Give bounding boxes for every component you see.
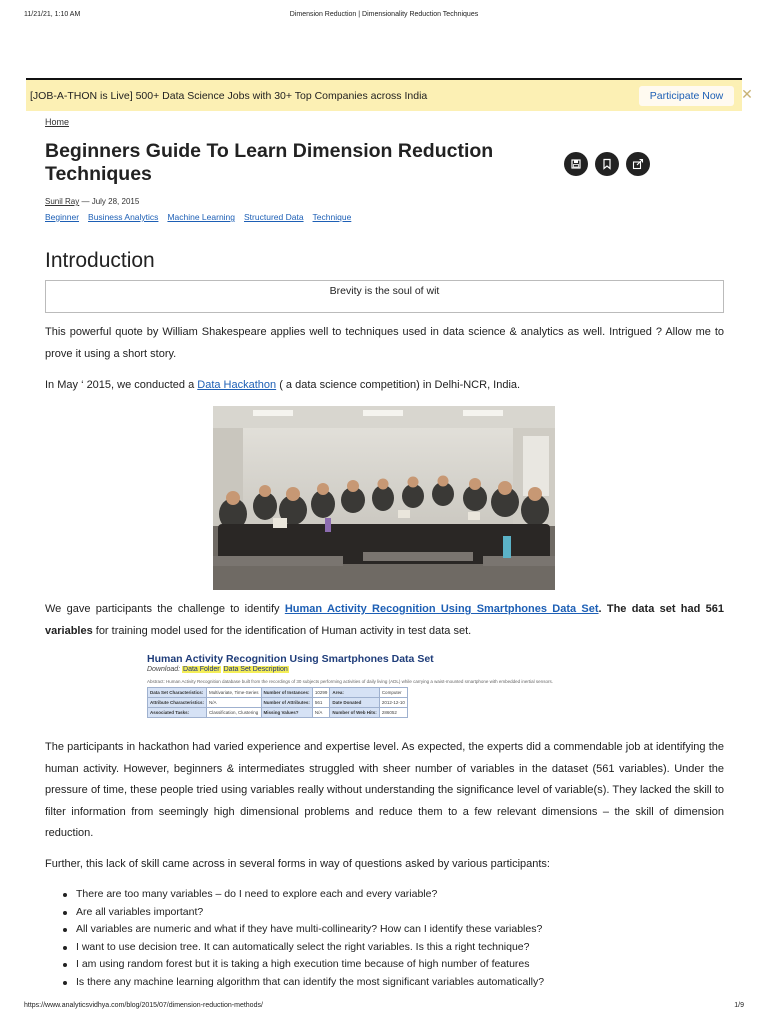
hackathon-photo [213,406,555,590]
tag-list [45,212,351,222]
publish-date: July 28, 2015 [91,197,140,206]
close-icon[interactable]: ✕ [741,86,753,102]
author-link[interactable]: Sunil Ray [45,197,80,206]
tag-structured-data[interactable]: Structured Data [244,212,304,222]
list-item: Are all variables important? [60,904,720,922]
table-cell: Multivariate, Time-Series [207,688,262,698]
article-meta [45,197,139,206]
tag-business-analytics[interactable]: Business Analytics [88,212,159,222]
participate-now-button[interactable]: Participate Now [639,86,734,106]
table-cell: Attribute Characteristics: [148,698,207,708]
paragraph-3 [45,599,724,642]
tag-beginner[interactable]: Beginner [45,212,80,222]
download-label: Download: [147,666,181,673]
list-item: There are too many variables – do I need to explore each and every variable? [60,886,720,904]
list-item: All variables are numeric and what if they have multi-collinearity? How can I identify these variables? [60,921,720,939]
table-cell: Data Set Characteristics: [148,688,207,698]
tag-technique[interactable]: Technique [312,212,352,222]
table-row [148,688,408,698]
dataset-abstract: Abstract: Human Activity Recognition database built from the recordings of 30 subjects performing activities of daily living (ADL) while carrying a waist-mounted smartphone with embedded inertial sensors. [147,679,553,684]
promo-banner [26,78,753,111]
table-cell: Associated Tasks: [148,708,207,718]
table-cell: 2012-12-10 [379,698,407,708]
bookmark-icon[interactable] [595,152,619,176]
table-row [148,708,408,718]
variables-count: 561 variables [45,603,724,637]
table-cell: Number of Instances: [261,688,312,698]
paragraph-1: This powerful quote by William Shakespeare applies well to techniques used in data science & analytics as well. Intrigued ? Allow me to prove it using a short story. [45,326,724,360]
table-cell: N/A [312,708,330,718]
table-cell: 10299 [312,688,330,698]
dataset-screenshot [145,651,627,725]
table-cell: Area: [330,688,379,698]
data-set-description-link: Data Set Description [223,666,288,673]
table-cell: Computer [379,688,407,698]
table-cell: N/A [207,698,262,708]
table-row [148,698,408,708]
table-cell: Classification, Clustering [207,708,262,718]
share-icon[interactable] [626,152,650,176]
print-document-title: Dimension Reduction | Dimensionality Reduction Techniques [289,11,479,18]
dataset-table [147,687,408,718]
dataset-link[interactable]: Human Activity Recognition Using Smartphones Data Set [284,603,599,615]
table-cell: 561 [312,698,330,708]
paragraph-text: ( a data science competition) in Delhi-NCR, India. [276,379,521,391]
table-cell: Date Donated [330,698,379,708]
breadcrumb-home[interactable]: Home [45,117,70,127]
data-folder-link: Data Folder [183,666,220,673]
article-actions [564,152,650,176]
blockquote: Brevity is the soul of wit [45,280,724,313]
banner-text: [JOB-A-THON is Live] 500+ Data Science Jobs with 30+ Top Companies across India [30,90,428,102]
paragraph-text: In May ‘ 2015, we conducted a [45,379,198,391]
question-list [60,886,720,991]
table-cell: Number of Attributes: [261,698,312,708]
paragraph-2 [45,375,724,397]
table-cell: 286052 [379,708,407,718]
list-item: I want to use decision tree. It can automatically select the right variables. Is this a right technique? [60,939,720,957]
section-heading-introduction: Introduction [45,249,155,272]
paragraph-4: The participants in hackathon had varied experience and expertise level. As expected, the experts did a commendable job at identifying the human activity. However, beginners & intermediates struggled with sheer number of variables in the dataset (561 variables). Under the pressure of time, these people tried using variables really without understanding the significance level of variable(s). They lacked the skill to filter information from seemingly high dimensional problems and reduce them to a few relevant dimensions – the skill of dimension reduction. [45,741,724,839]
dataset-download-links [147,666,289,673]
list-item: Is there any machine learning algorithm that can identify the most significant variables automatically? [60,974,720,992]
print-datetime: 11/21/21, 1:10 AM [24,11,81,18]
page-title: Beginners Guide To Learn Dimension Reduction Techniques [45,140,494,185]
print-footer [0,1002,768,1014]
table-cell: Number of Web Hits: [330,708,379,718]
paragraph-5: Further, this lack of skill came across in several forms in way of questions asked by various participants: [45,858,550,870]
paragraph-text: We gave participants the challenge to identify [45,603,285,615]
dataset-title: Human Activity Recognition Using Smartphones Data Set [147,653,434,665]
date-separator: — [79,197,92,206]
print-url: https://www.analyticsvidhya.com/blog/2015/07/dimension-reduction-methods/ [24,1002,263,1009]
data-hackathon-link[interactable]: Data Hackathon [197,379,277,391]
paragraph-text: . The data set had [598,603,706,615]
page-number: 1/9 [734,1002,744,1009]
list-item: I am using random forest but it is taking a high execution time because of high number of features [60,956,720,974]
tag-machine-learning[interactable]: Machine Learning [167,212,236,222]
paragraph-text: for training model used for the identification of Human activity in test data set. [92,624,472,637]
print-header [0,11,768,23]
save-icon[interactable] [564,152,588,176]
table-cell: Missing Values? [261,708,312,718]
